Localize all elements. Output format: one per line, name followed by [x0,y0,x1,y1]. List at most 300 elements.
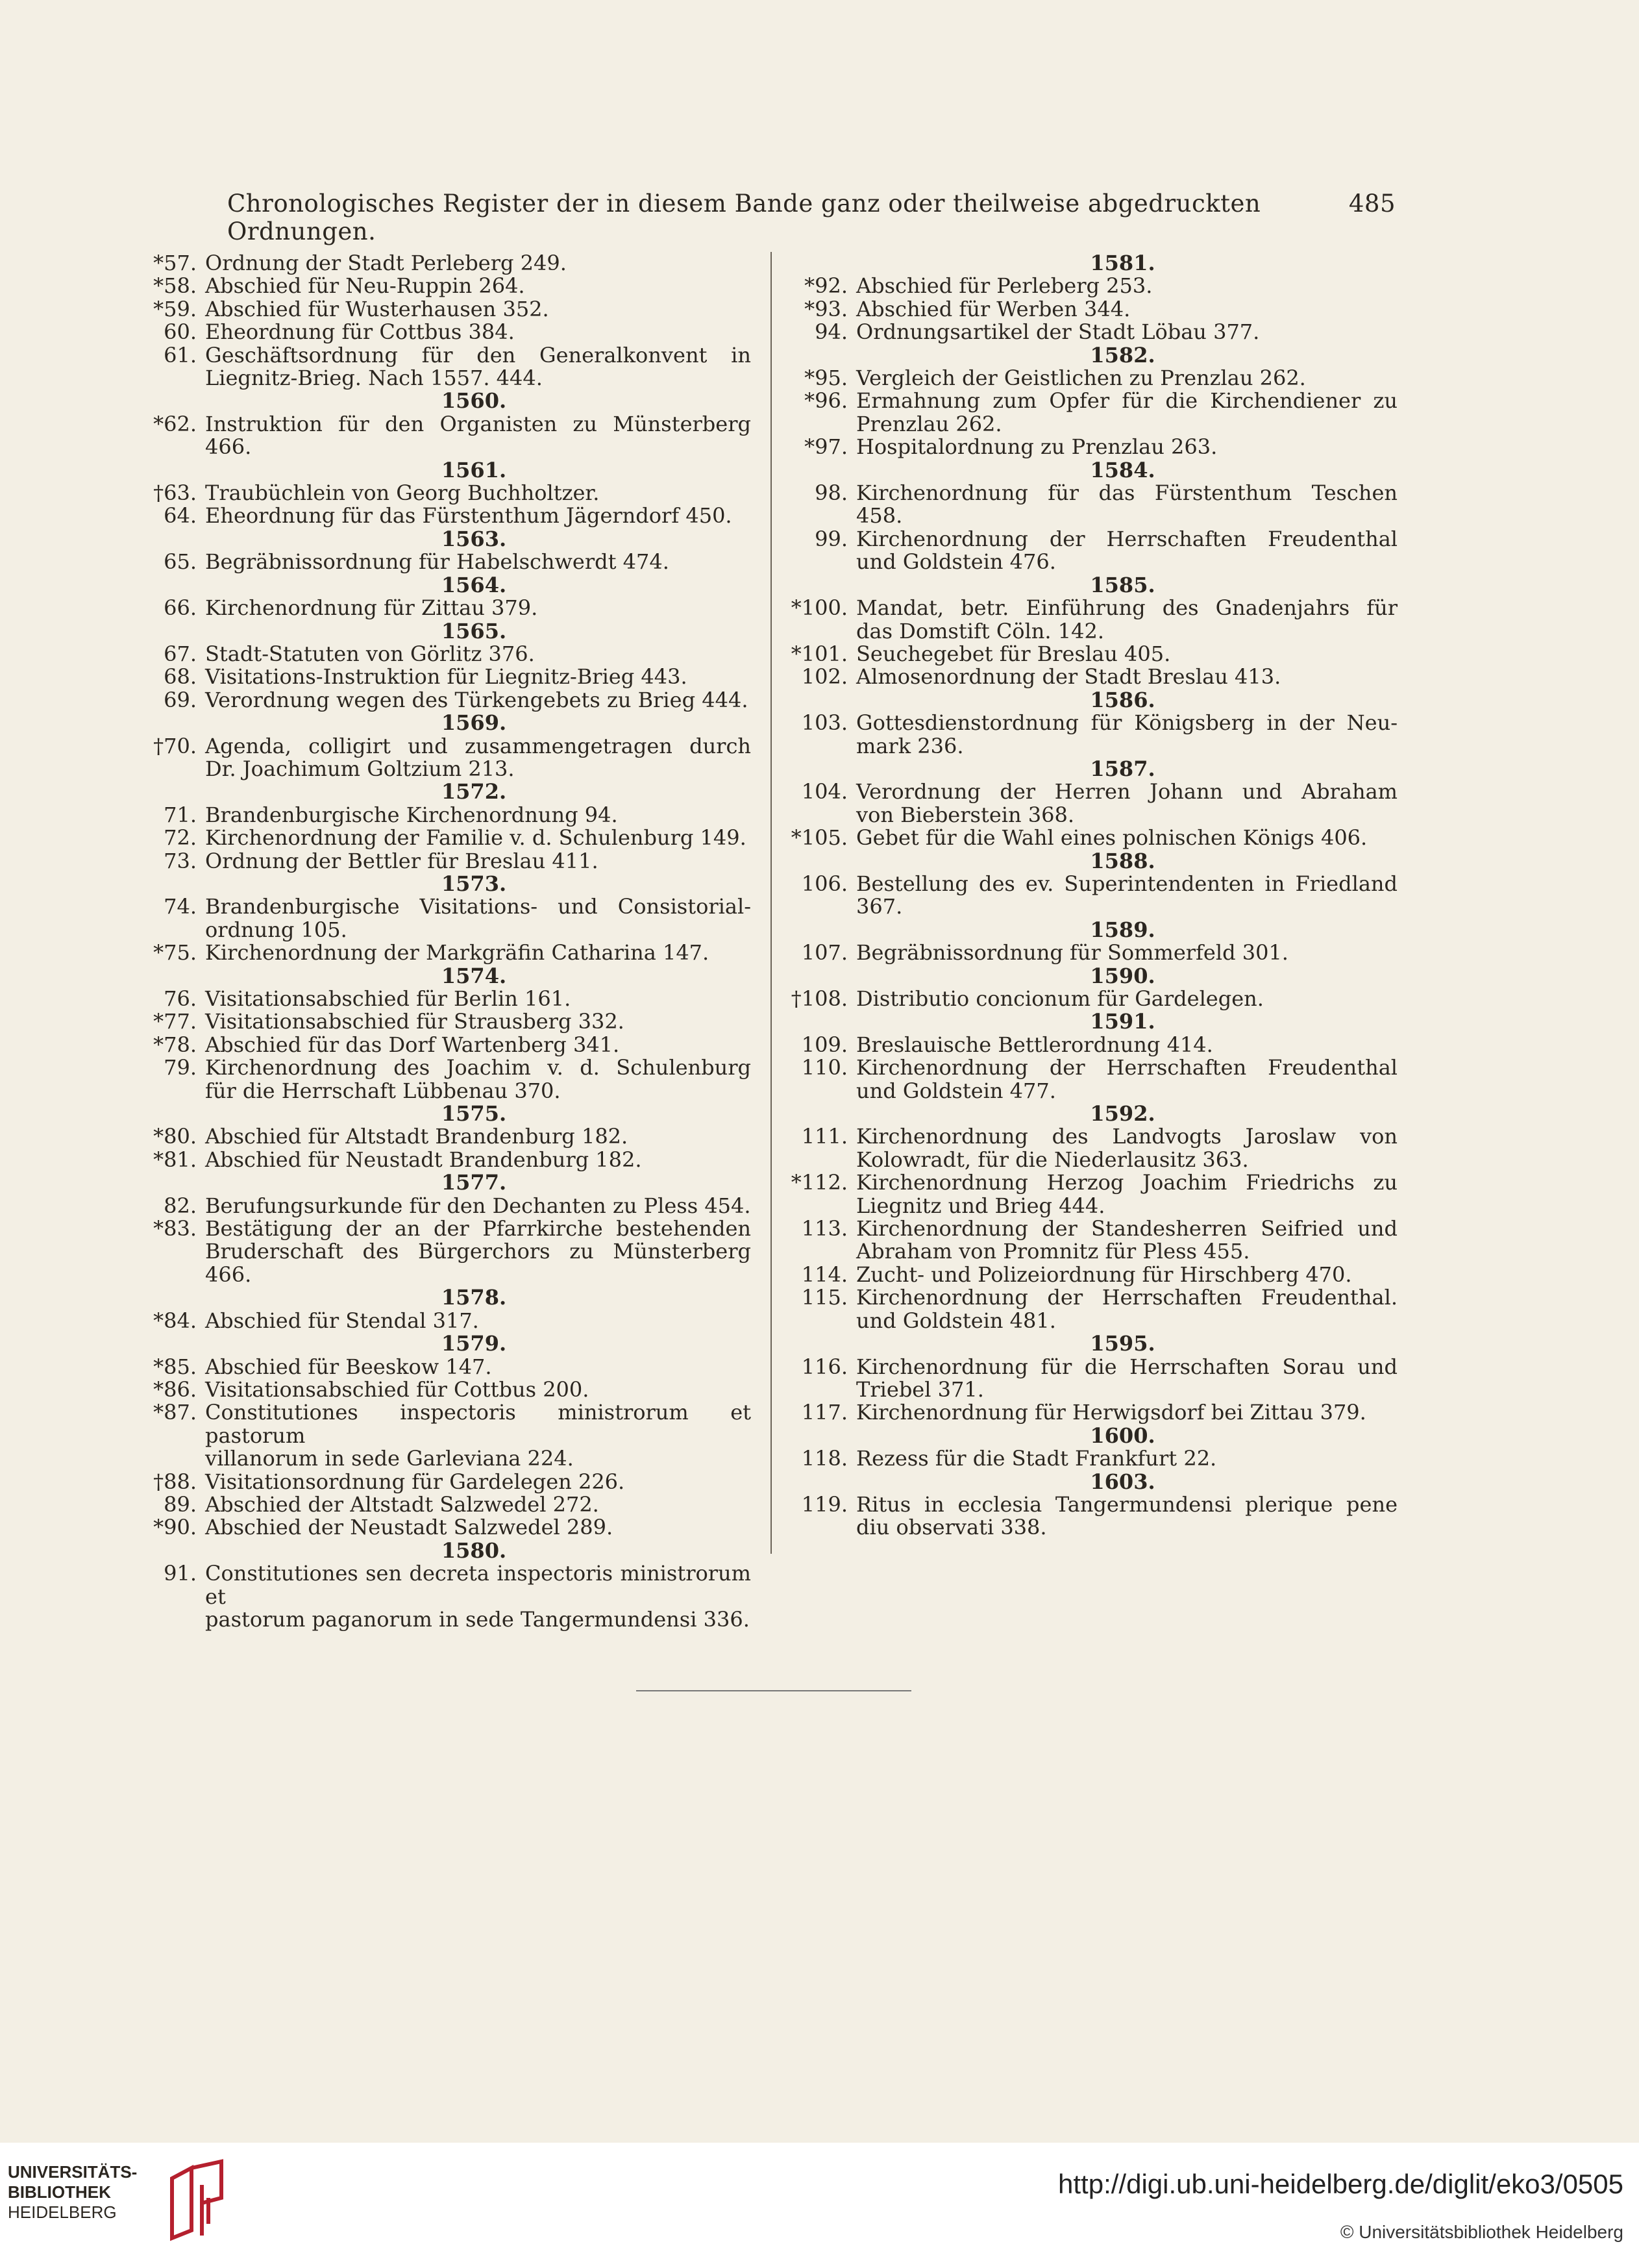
entry-text [205,735,751,781]
entry-text [205,666,751,688]
register-entry [140,275,751,297]
register-entry [140,551,751,573]
entry-text [856,1264,1398,1286]
register-entry [140,1516,751,1539]
entry-text [856,597,1398,643]
entry-text [205,895,751,941]
entry-text [205,1493,751,1516]
entry-text [856,643,1398,666]
entry-text [205,1378,751,1401]
register-entry [783,482,1398,528]
register-entry [783,827,1398,849]
register-entry [783,597,1398,643]
entry-line: Kirchenordnung der Standesherren Seifried und [856,1216,1398,1241]
entry-line: villanorum in sede Garleviana 224. [205,1446,574,1471]
year-heading: 1578. [441,1285,507,1310]
entry-number: *57. [153,251,197,275]
entry-line: Visitationsabschied für Berlin 161. [205,986,571,1011]
page-number: 485 [1348,190,1396,218]
entry-number: 76. [164,986,197,1011]
register-entry [140,1056,751,1103]
register-entry [783,712,1398,758]
register-entry [783,390,1398,436]
entry-number: *101. [791,641,848,666]
entry-number: *81. [153,1147,197,1172]
entry-number: *96. [804,388,848,414]
entry-line: Kirchenordnung für die Herrschaften Sorau und [856,1354,1398,1379]
entry-number: 68. [164,664,197,690]
entry-text [205,1401,751,1470]
register-entry [783,436,1398,458]
entry-number: †63. [153,480,197,506]
entry-number: 99. [815,526,848,551]
entry-text [205,804,751,827]
copyright-notice: © Universitätsbibliothek Heidelberg [1340,2222,1623,2242]
entry-number: 102. [801,664,848,690]
entry-line: Ermahnung zum Opfer für die Kirchendiener zu [856,388,1398,414]
entry-number: †88. [153,1469,197,1494]
entry-number: *105. [791,825,848,851]
entry-text [856,1493,1398,1539]
register-entry [140,988,751,1010]
register-entry [783,1034,1398,1056]
entry-text [856,482,1398,528]
year-heading: 1600. [1090,1423,1155,1448]
entry-number: 104. [801,779,848,804]
entry-text [205,1034,751,1056]
entry-line: Ordnung der Stadt Perleberg 249. [205,251,567,275]
entry-line: Geschäftsordnung für den Generalkonvent in [205,342,751,368]
year-heading: 1574. [441,963,507,988]
entry-line: Abschied für Beeskow 147. [205,1354,492,1379]
entry-text [856,436,1398,458]
register-entry [140,827,751,849]
entry-line: Eheordnung für Cottbus 384. [205,319,515,345]
entry-number: 79. [164,1055,197,1080]
year-heading: 1575. [441,1101,507,1127]
year-heading: 1581. [1090,251,1155,275]
entry-text [205,321,751,343]
entry-number: 61. [164,342,197,368]
year-heading: 1569. [441,710,507,736]
year-heading: 1565. [441,618,507,643]
register-entry [783,666,1398,688]
year-heading: 1589. [1090,917,1155,942]
entry-line: Breslauische Bettlerordnung 414. [856,1032,1213,1057]
register-entry [783,643,1398,666]
entry-number: 82. [164,1193,197,1218]
year-heading: 1587. [1090,756,1155,781]
entry-number: *112. [791,1170,848,1195]
entry-text [205,252,751,275]
register-entry [140,482,751,505]
entry-text [205,1149,751,1171]
register-entry [140,1562,751,1631]
entry-line: Triebel 371. [856,1377,984,1402]
year-heading: 1588. [1090,848,1155,873]
entry-text [205,643,751,666]
entry-number: 91. [164,1561,197,1586]
register-entry [783,1056,1398,1103]
register-entry [140,252,751,275]
register-entry [140,505,751,527]
library-logo-icon [166,2159,228,2242]
entry-number: *84. [153,1308,197,1333]
entry-line: Ritus in ecclesia Tangermundensi plerique pene [856,1491,1398,1517]
entry-number: †70. [153,733,197,758]
end-rule [636,1690,911,1691]
entry-number: 89. [164,1491,197,1517]
year-heading: 1591. [1090,1009,1155,1034]
right-column [783,252,1398,1539]
entry-line: Almosenordnung der Stadt Breslau 413. [856,664,1281,690]
entry-line: und Goldstein 476. [856,549,1056,575]
register-entry [140,597,751,619]
entry-line: Abschied für Neu-Ruppin 264. [205,273,525,299]
entry-number: 94. [815,319,848,345]
entry-line: Verordnung der Herren Johann und Abraham [856,779,1398,804]
entry-text [856,528,1398,574]
entry-text [205,1471,751,1493]
entry-line: Kirchenordnung der Herrschaften Freudenthal [856,526,1398,551]
register-entry [783,528,1398,574]
entry-number: *59. [153,296,197,321]
entry-line: Traubüchlein von Georg Buchholtzer. [205,480,600,506]
entry-text [856,1356,1398,1402]
entry-number: 103. [801,710,848,736]
register-entry [140,1356,751,1378]
register-entry [140,321,751,343]
entry-text [205,482,751,505]
entry-line: Seuchegebet für Breslau 405. [856,641,1171,666]
entry-number: 98. [815,480,848,506]
footer-bar [0,2143,1639,2268]
register-entry [140,941,751,964]
entry-number: 115. [801,1285,848,1310]
entry-number: 106. [801,871,848,896]
entry-number: *75. [153,940,197,966]
entry-number: 117. [801,1400,848,1425]
entry-line: Brandenburgische Kirchenordnung 94. [205,802,618,827]
register-entry [140,1378,751,1401]
entry-number: *83. [153,1216,197,1241]
entry-number: *77. [153,1009,197,1034]
entry-number: *78. [153,1032,197,1057]
entry-number: 71. [164,802,197,827]
entry-text [856,827,1398,849]
register-entry [140,1217,751,1286]
entry-number: *90. [153,1515,197,1540]
entry-line: von Bieberstein 368. [856,802,1075,827]
column-divider [770,252,772,1554]
register-entry [783,1171,1398,1217]
entry-number: 109. [801,1032,848,1057]
entry-line: Kirchenordnung der Herrschaften Freudenthal. [856,1285,1398,1310]
entry-number: 69. [164,687,197,712]
entry-line: Ordnung der Bettler für Breslau 411. [205,848,598,873]
entry-line: Gottesdienstordnung für Königsberg in der Neu- [856,710,1398,736]
register-entry [140,1195,751,1217]
entry-line: Kolowradt, für die Niederlausitz 363. [856,1147,1249,1172]
entry-number: *93. [804,296,848,321]
entry-line: Constitutiones sen decreta inspectoris ministrorum et [205,1561,751,1609]
entry-text [856,275,1398,297]
register-entry [783,1217,1398,1264]
entry-text [856,780,1398,827]
entry-line: Verordnung wegen des Türkengebets zu Brieg 444. [205,687,748,712]
entry-line: Abschied für Altstadt Brandenburg 182. [205,1124,628,1149]
register-entry [783,873,1398,919]
entry-line: Abschied der Neustadt Salzwedel 289. [205,1515,613,1540]
register-entry [140,895,751,941]
entry-number: *86. [153,1377,197,1402]
entry-line: Kirchenordnung der Familie v. d. Schulenburg 149. [205,825,746,851]
entry-line: Gebet für die Wahl eines polnischen Königs 406. [856,825,1368,851]
entry-line: für die Herrschaft Lübbenau 370. [205,1078,561,1103]
entry-number: *62. [153,411,197,436]
entry-text [856,367,1398,390]
entry-line: Bestellung des ev. Superintendenten in Friedland [856,871,1398,896]
register-entry [140,1010,751,1033]
entry-text [205,1356,751,1378]
entry-number: 73. [164,848,197,873]
register-entry [140,1471,751,1493]
entry-number: 107. [801,940,848,966]
register-entry [140,735,751,781]
entry-text [856,1401,1398,1424]
register-entry [783,1447,1398,1470]
year-heading: 1586. [1090,687,1155,712]
entry-line: Abschied für Wusterhausen 352. [205,296,549,321]
entry-line: Visitationsabschied für Strausberg 332. [205,1009,624,1034]
running-header [227,190,1396,245]
register-entry [140,804,751,827]
entry-text [856,1034,1398,1056]
register-entry [140,1149,751,1171]
entry-text [856,1217,1398,1264]
register-entry [140,850,751,873]
entry-line: Kirchenordnung der Herrschaften Freudenthal [856,1055,1398,1080]
entry-line: mark 236. [856,733,964,758]
register-entry [783,1401,1398,1424]
entry-text [205,1310,751,1332]
entry-line: Begräbnissordnung für Habelschwerdt 474. [205,549,669,575]
entry-line: Abschied für Neustadt Brandenburg 182. [205,1147,642,1172]
year-heading: 1564. [441,572,507,597]
entry-text [205,988,751,1010]
entry-text [205,1516,751,1539]
entry-line: Visitationsabschied für Cottbus 200. [205,1377,589,1402]
entry-line: ordnung 105. [205,917,347,942]
year-heading: 1573. [441,871,507,896]
register-entry [140,1125,751,1148]
entry-text [856,1286,1398,1332]
year-heading: 1603. [1090,1469,1155,1494]
entry-line: Kirchenordnung für das Fürstenthum Teschen 458. [856,480,1398,529]
entry-line: Abschied für Werben 344. [856,296,1131,321]
entry-text [205,1217,751,1286]
year-heading: 1563. [441,526,507,551]
entry-text [205,1562,751,1631]
register-entry [783,941,1398,964]
left-column [140,252,751,1631]
year-heading: 1572. [441,779,507,804]
entry-text [205,827,751,849]
entry-text [205,505,751,527]
entry-line: 367. [856,894,903,919]
entry-number: 111. [801,1124,848,1149]
entry-line: Liegnitz-Brieg. Nach 1557. 444. [205,366,543,391]
register-entry [140,413,751,459]
library-logo-text[interactable] [8,2162,137,2223]
entry-text [856,1171,1398,1217]
year-heading: 1585. [1090,572,1155,597]
entry-number: 110. [801,1055,848,1080]
register-entry [140,1401,751,1470]
entry-line: Zucht- und Polizeiordnung für Hirschberg 470. [856,1262,1352,1287]
register-entry [140,643,751,666]
register-entry [140,344,751,390]
entry-number: *58. [153,273,197,299]
year-heading: 1561. [441,457,507,482]
entry-number: 118. [801,1446,848,1471]
entry-line: Abraham von Promnitz für Pless 455. [856,1239,1250,1264]
entry-text [205,413,751,459]
entry-line: Liegnitz und Brieg 444. [856,1193,1105,1218]
register-entry [783,780,1398,827]
entry-line: pastorum paganorum in sede Tangermundensi 336. [205,1606,750,1632]
entry-text [205,689,751,712]
entry-text [856,941,1398,964]
entry-text [856,1447,1398,1470]
register-entry [140,1034,751,1056]
entry-number: 64. [164,503,197,529]
register-entry [783,298,1398,321]
entry-text [205,551,751,573]
entry-line: Berufungsurkunde für den Dechanten zu Pless 454. [205,1193,751,1218]
entry-text [856,1056,1398,1103]
entry-number: †108. [791,986,848,1011]
entry-text [205,1010,751,1033]
entry-line: Ordnungsartikel der Stadt Löbau 377. [856,319,1260,345]
entry-line: Abschied der Altstadt Salzwedel 272. [205,1491,599,1517]
register-entry [783,1125,1398,1171]
entry-text [205,941,751,964]
entry-number: 119. [801,1491,848,1517]
entry-line: Constitutiones inspectoris ministrorum et pastorum [205,1400,751,1448]
entry-line: Mandat, betr. Einführung des Gnadenjahrs für [856,595,1398,621]
entry-line: Agenda, colligirt und zusammengetragen durch [205,733,751,758]
entry-line: Kirchenordnung für Herwigsdorf bei Zittau 379. [856,1400,1366,1425]
entry-text [205,850,751,873]
entry-number: *87. [153,1400,197,1425]
year-heading: 1577. [441,1170,507,1195]
register-entry [783,1286,1398,1332]
entry-line: Kirchenordnung der Markgräfin Catharina 147. [205,940,709,966]
entry-line: Distributio concionum für Gardelegen. [856,986,1264,1011]
entry-text [856,390,1398,436]
entry-line: Vergleich der Geistlichen zu Prenzlau 262. [856,366,1306,391]
entry-number: 66. [164,595,197,621]
entry-line: Rezess für die Stadt Frankfurt 22. [856,1446,1217,1471]
register-entry [783,988,1398,1010]
entry-line: Stadt-Statuten von Görlitz 376. [205,641,535,666]
logo-line-2: BIBLIOTHEK [8,2182,111,2202]
entry-text [205,1125,751,1148]
entry-number: *100. [791,595,848,621]
register-entry [140,666,751,688]
year-heading: 1560. [441,388,507,414]
entry-line: Begräbnissordnung für Sommerfeld 301. [856,940,1288,966]
header-title: Chronologisches Register der in diesem Bande ganz oder theilweise abgedruckten Ordnungen. [227,190,1261,245]
entry-text [856,712,1398,758]
entry-number: *97. [804,434,848,460]
entry-number: 65. [164,549,197,575]
register-entry [783,1356,1398,1402]
entry-number: 116. [801,1354,848,1379]
entry-line: diu observati 338. [856,1515,1047,1540]
entry-line: Brandenburgische Visitations- und Consistorial- [205,894,751,919]
entry-text [856,1125,1398,1171]
entry-line: Instruktion für den Organisten zu Münsterberg 466. [205,411,751,460]
entry-line: und Goldstein 481. [856,1308,1056,1333]
entry-line: Visitationsordnung für Gardelegen 226. [205,1469,625,1494]
entry-text [856,988,1398,1010]
logo-line-3: HEIDELBERG [8,2202,117,2222]
entry-text [205,597,751,619]
entry-line: Prenzlau 262. [856,411,1002,436]
register-entry [140,298,751,321]
entry-line: Bestätigung der an der Pfarrkirche bestehenden [205,1216,751,1241]
entry-line: Abschied für Stendal 317. [205,1308,479,1333]
entry-line: Abschied für Perleberg 253. [856,273,1153,299]
year-heading: 1595. [1090,1331,1155,1356]
entry-number: 67. [164,641,197,666]
entry-text [205,298,751,321]
entry-line: Bruderschaft des Bürgerchors zu Münsterberg 466. [205,1239,751,1287]
entry-line: Kirchenordnung des Landvogts Jaroslaw von [856,1124,1398,1149]
entry-number: 114. [801,1262,848,1287]
entry-number: 60. [164,319,197,345]
entry-line: Hospitalordnung zu Prenzlau 263. [856,434,1218,460]
year-heading: 1592. [1090,1101,1155,1127]
entry-line: und Goldstein 477. [856,1078,1056,1103]
permalink-url[interactable]: http://digi.ub.uni-heidelberg.de/diglit/eko3/0505 [1058,2169,1623,2199]
register-entry [140,689,751,712]
entry-number: *80. [153,1124,197,1149]
entry-line: Dr. Joachimum Goltzium 213. [205,756,515,781]
entry-line: Kirchenordnung Herzog Joachim Friedrichs zu [856,1170,1398,1195]
entry-line: Visitations-Instruktion für Liegnitz-Brieg 443. [205,664,687,690]
entry-number: 74. [164,894,197,919]
entry-text [205,1056,751,1103]
entry-line: Kirchenordnung des Joachim v. d. Schulenburg [205,1055,751,1080]
entry-line: Kirchenordnung für Zittau 379. [205,595,538,621]
entry-text [205,344,751,390]
entry-text [856,873,1398,919]
register-entry [783,275,1398,297]
register-entry [783,1264,1398,1286]
register-entry [783,321,1398,343]
entry-number: 113. [801,1216,848,1241]
year-heading: 1580. [441,1538,507,1563]
entry-number: *85. [153,1354,197,1379]
entry-line: das Domstift Cöln. 142. [856,618,1104,643]
register-entry [140,1310,751,1332]
register-entry [783,1493,1398,1539]
entry-number: *92. [804,273,848,299]
year-heading: 1584. [1090,457,1155,482]
